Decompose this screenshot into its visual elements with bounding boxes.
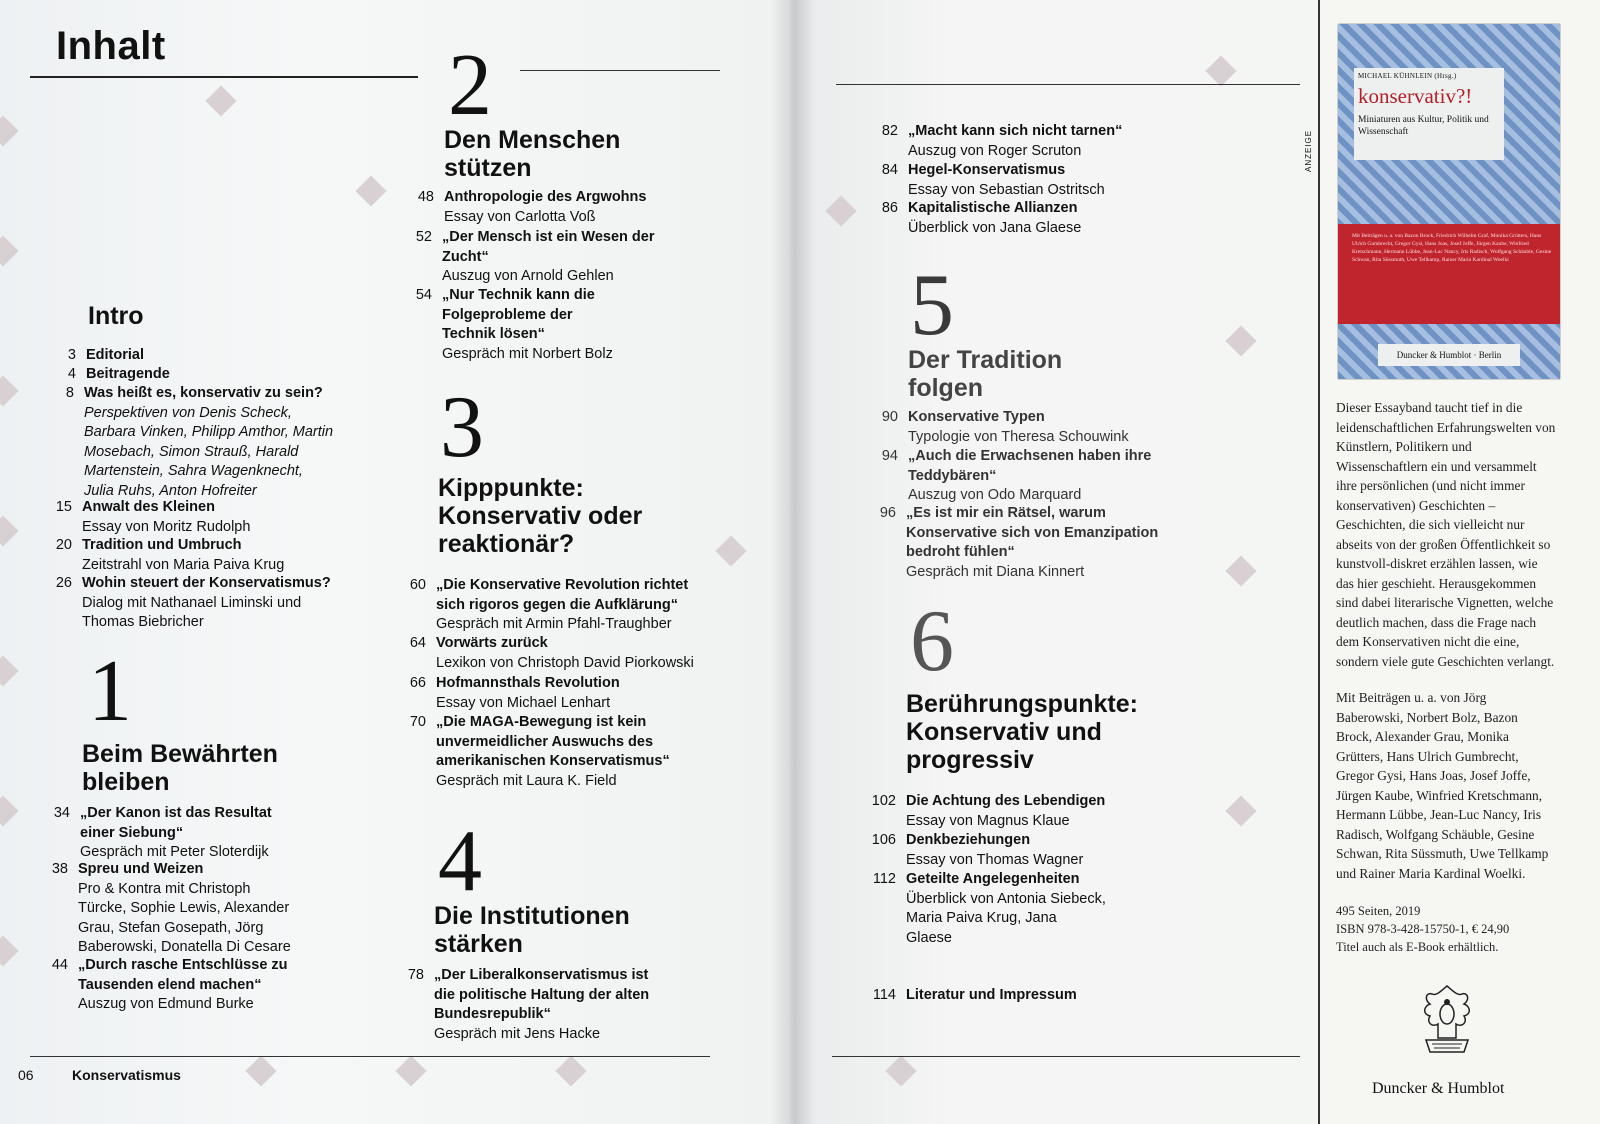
page-number: 64 bbox=[409, 635, 426, 651]
toc-entry[interactable] bbox=[881, 122, 1168, 161]
toc-entry[interactable] bbox=[55, 574, 331, 633]
entry-author: Gespräch mit Laura K. Field bbox=[436, 772, 617, 789]
entry-title: Denkbeziehungen bbox=[906, 832, 1031, 848]
entry-title: Tradition und Umbruch bbox=[82, 537, 242, 553]
toc-entry[interactable] bbox=[871, 792, 1166, 831]
toc-entry[interactable] bbox=[407, 966, 664, 1044]
entry-author: Essay von Thomas Wagner bbox=[906, 851, 1084, 868]
section-title: Der Tradition folgen bbox=[908, 346, 1063, 402]
page-number: 38 bbox=[51, 861, 68, 877]
page-number: 60 bbox=[409, 577, 426, 593]
entry-author: Gespräch mit Norbert Bolz bbox=[442, 345, 613, 362]
diamond-ornament bbox=[825, 195, 856, 226]
running-head: Konservatismus bbox=[72, 1067, 181, 1083]
cover-publisher: Duncker & Humblot · Berlin bbox=[1396, 350, 1502, 360]
toc-entry[interactable] bbox=[67, 365, 346, 385]
section-number: 5 bbox=[910, 257, 954, 354]
ad-details-pages: 495 Seiten, 2019 bbox=[1336, 904, 1421, 918]
entry-title: Editorial bbox=[86, 347, 145, 363]
ad-label: ANZEIGE bbox=[1304, 129, 1313, 172]
entry-title: „Der Mensch ist ein Wesen der Zucht“ bbox=[442, 229, 655, 265]
entry-author: Auszug von Roger Scruton bbox=[908, 142, 1082, 159]
diamond-ornament bbox=[205, 85, 236, 116]
entry-author: Überblick von Jana Glaese bbox=[908, 219, 1082, 236]
toc-entry[interactable] bbox=[872, 986, 1166, 1006]
entry-author: Essay von Michael Lenhart bbox=[436, 694, 611, 711]
toc-entry[interactable] bbox=[417, 188, 674, 227]
footer-rule bbox=[832, 1056, 1300, 1057]
diamond-ornament bbox=[0, 795, 19, 826]
page-number: 82 bbox=[881, 123, 898, 139]
toc-entry[interactable] bbox=[881, 447, 1158, 506]
toc-entry[interactable] bbox=[409, 576, 696, 635]
page-number: 78 bbox=[407, 967, 424, 983]
page-number: 90 bbox=[881, 409, 898, 425]
ad-details-ebook: Titel auch als E-Book erhältlich. bbox=[1336, 940, 1499, 954]
entry-author: Essay von Magnus Klaue bbox=[906, 812, 1070, 829]
diamond-ornament bbox=[1205, 55, 1236, 86]
entry-title: Konservative Typen bbox=[908, 409, 1045, 425]
entry-author: Typologie von Theresa Schouwink bbox=[908, 428, 1129, 445]
toc-entry[interactable] bbox=[872, 870, 1106, 948]
entry-author: Auszug von Odo Marquard bbox=[908, 487, 1082, 503]
page-number: 3 bbox=[67, 347, 76, 363]
page-number: 70 bbox=[409, 714, 426, 730]
entry-author: Gespräch mit Jens Hacke bbox=[434, 1025, 601, 1042]
diamond-ornament bbox=[395, 1055, 426, 1086]
entry-title: Hegel-Konservatismus bbox=[908, 162, 1066, 178]
diamond-ornament bbox=[245, 1055, 276, 1086]
diamond-ornament bbox=[0, 515, 19, 546]
entry-title: Spreu und Weizen bbox=[78, 861, 204, 877]
toc-entry[interactable] bbox=[67, 346, 346, 366]
section-title: Den Menschen stützen bbox=[444, 126, 621, 182]
entry-title: Kapitalistische Allianzen bbox=[908, 200, 1078, 216]
page-number: 44 bbox=[51, 957, 68, 973]
diamond-ornament bbox=[0, 655, 19, 686]
entry-title: „Es ist mir ein Rätsel, warum Konservative sich von Emanzipation bedroht fühlen“ bbox=[906, 505, 1159, 560]
diamond-ornament bbox=[1225, 795, 1256, 826]
entry-title: „Der Kanon ist das Resultat einer Siebung“ bbox=[80, 805, 272, 841]
toc-entry[interactable] bbox=[51, 956, 288, 1015]
toc-entry[interactable] bbox=[879, 504, 1166, 582]
diamond-ornament bbox=[1225, 325, 1256, 356]
diamond-ornament bbox=[0, 935, 19, 966]
section-title: Kipppunkte: Konservativ oder reaktionär? bbox=[438, 474, 643, 558]
diamond-ornament bbox=[355, 175, 386, 206]
page-number: 66 bbox=[409, 675, 426, 691]
toc-entry[interactable] bbox=[409, 634, 706, 673]
entry-title: Hofmannsthals Revolution bbox=[436, 675, 620, 691]
section-title: Beim Bewährten bleiben bbox=[82, 740, 278, 796]
section-title: Berührungspunkte: Konservativ und progressiv bbox=[906, 690, 1138, 774]
top-rule bbox=[836, 84, 1300, 85]
entry-title: „Durch rasche Entschlüsse zu Tausenden elend machen“ bbox=[78, 957, 288, 993]
toc-entry[interactable] bbox=[881, 408, 1168, 447]
footer-rule bbox=[30, 1056, 710, 1057]
section-number: 1 bbox=[88, 643, 132, 740]
ad-details-isbn: ISBN 978-3-428-15750-1, € 24,90 bbox=[1336, 922, 1510, 936]
entry-title: Geteilte Angelegenheiten bbox=[906, 871, 1080, 887]
entry-title: „Der Liberalkonservatismus ist die politische Haltung der alten Bundesrepublik“ bbox=[434, 967, 650, 1022]
section-number: 3 bbox=[440, 379, 484, 476]
entry-author: Lexikon von Christoph David Piorkowski bbox=[436, 654, 694, 671]
cover-title: konservativ?! bbox=[1358, 84, 1473, 108]
publisher-logo-icon bbox=[1412, 980, 1482, 1060]
toc-entry[interactable] bbox=[409, 713, 676, 791]
toc-entry[interactable] bbox=[881, 199, 1168, 238]
diamond-ornament bbox=[715, 535, 746, 566]
entry-author: Überblick von Antonia Siebeck, Maria Paiva Krug, Jana Glaese bbox=[906, 890, 1106, 946]
page-number: 114 bbox=[872, 987, 896, 1003]
entry-title: Literatur und Impressum bbox=[906, 987, 1077, 1003]
page-number: 48 bbox=[417, 189, 434, 205]
page-folio: 06 bbox=[18, 1067, 34, 1083]
diamond-ornament bbox=[555, 1055, 586, 1086]
entry-author: Auszug von Edmund Burke bbox=[78, 996, 254, 1012]
entry-title: Die Achtung des Lebendigen bbox=[906, 793, 1106, 809]
page-number: 26 bbox=[55, 575, 72, 591]
diamond-ornament bbox=[885, 1055, 916, 1086]
diamond-ornament bbox=[0, 375, 19, 406]
title-rule bbox=[30, 76, 418, 78]
entry-author: Zeitstrahl von Maria Paiva Krug bbox=[82, 556, 285, 573]
diamond-ornament bbox=[1225, 555, 1256, 586]
section-number: 2 bbox=[448, 37, 492, 134]
toc-entry[interactable] bbox=[51, 860, 298, 958]
toc-entry[interactable] bbox=[55, 536, 342, 575]
section-number: 4 bbox=[438, 813, 482, 910]
entry-author: Pro & Kontra mit Christoph Türcke, Sophie Lewis, Alexander Grau, Stefan Gosepath, Jörg Baberowski, Donatella Di Cesare bbox=[78, 880, 291, 955]
page-number: 34 bbox=[53, 805, 70, 821]
page-number: 106 bbox=[871, 832, 896, 848]
entry-author: Gespräch mit Peter Sloterdijk bbox=[80, 844, 269, 860]
section-title-intro: Intro bbox=[88, 302, 144, 330]
page-number: 52 bbox=[415, 229, 432, 245]
entry-author: Essay von Carlotta Voß bbox=[444, 208, 596, 225]
entry-author: Gespräch mit Diana Kinnert bbox=[906, 563, 1085, 580]
cover-subtitle: Miniaturen aus Kultur, Politik und Wissenschaft bbox=[1358, 115, 1489, 137]
page-title: Inhalt bbox=[56, 24, 166, 68]
entry-author: Gespräch mit Armin Pfahl-Traughber bbox=[436, 616, 672, 632]
page-number: 15 bbox=[55, 499, 72, 515]
entry-title: Anwalt des Kleinen bbox=[82, 499, 215, 515]
page-number: 54 bbox=[415, 287, 432, 303]
page-number: 8 bbox=[65, 385, 74, 401]
section-number: 6 bbox=[910, 593, 954, 690]
book-gutter bbox=[770, 0, 815, 1124]
section-title: Die Institutionen stärken bbox=[434, 902, 630, 958]
entry-title: Wohin steuert der Konservatismus? bbox=[82, 575, 331, 591]
cover-contributors-band bbox=[1338, 224, 1560, 324]
diamond-ornament bbox=[0, 235, 19, 266]
entry-author: Essay von Moritz Rudolph bbox=[82, 518, 251, 535]
page-number: 112 bbox=[872, 871, 896, 887]
page-number: 94 bbox=[881, 448, 898, 464]
entry-title: „Auch die Erwachsenen haben ihre Teddybären“ bbox=[908, 448, 1152, 484]
toc-entry[interactable] bbox=[415, 286, 613, 364]
entry-title: „Nur Technik kann die Folgeprobleme der Technik lösen“ bbox=[442, 287, 595, 342]
book-cover[interactable] bbox=[1338, 24, 1560, 379]
title-rule bbox=[520, 70, 720, 71]
entry-title: Was heißt es, konservativ zu sein? bbox=[84, 385, 323, 401]
page-number: 84 bbox=[881, 162, 898, 178]
entry-author: Dialog mit Nathanael Liminski und Thomas Biebricher bbox=[82, 594, 302, 630]
toc-entry[interactable] bbox=[65, 384, 334, 501]
ad-contributors: Mit Beiträgen u. a. von Jörg Baberowski, Norbert Bolz, Bazon Brock, Alexander Grau, Monika Grütters, Hans Ulrich Gumbrecht, Gregor Gysi, Hans Joas, Josef Joffe, Jürgen Kaube, Winfried Kretschmann, Hermann Lübbe, Jean-Luc Nancy, Iris Radisch, Wolfgang Schäuble, Gesine Schwan, Rita Süssmuth, Uwe Tellkamp und Rainer Maria Kardinal Woelki. bbox=[1336, 690, 1549, 881]
cover-editor: MICHAEL KÜHNLEIN (Hrsg.) bbox=[1358, 72, 1457, 80]
toc-entry[interactable] bbox=[881, 161, 1168, 200]
entry-title: „Macht kann sich nicht tarnen“ bbox=[908, 123, 1123, 139]
page-number: 20 bbox=[55, 537, 72, 553]
ad-description: Dieser Essayband taucht tief in die leidenschaftlichen Erfahrungswelten von Künstlern, Politikern und Wissenschaftlern ein und versammelt ihre persönlichen (und nicht immer konservativen) Geschichten – Geschichten, die sich vielleicht nur abseits von der großen Öffentlichkeit so kunstvoll-diskret erzählen lassen, wie das hier geschieht. Herausgekommen sind dabei literarische Vignetten, welche deutlich machen, dass die Frage nach dem Konservativen nicht die eine, sondern viele gute Geschichten verlangt. bbox=[1336, 400, 1556, 669]
entry-title: „Die MAGA-Bewegung ist kein unvermeidlicher Auswuchs des amerikanischen Konservatismus“ bbox=[436, 714, 670, 769]
diamond-ornament bbox=[0, 115, 19, 146]
publisher-name: Duncker & Humblot bbox=[1372, 1080, 1505, 1097]
toc-entry[interactable] bbox=[55, 498, 342, 537]
cover-contributors: Mit Beiträgen u. a. von Bazon Brock, Friedrich Wilhelm Graf, Monika Grütters, Hans Ulrich Gumbrecht, Gregor Gysi, Hans Joas, Josef Joffe, Jürgen Kaube, Winfried Kretschmann, Hermann Lübbe, Jean-Luc Nancy, Iris Radisch, Wolfgang Schäuble, Gesine Schwan, Rita Süssmuth, Uwe Tellkamp, Rainer Maria Kardinal Woelki bbox=[1352, 233, 1552, 263]
entry-title: Beitragende bbox=[86, 366, 170, 382]
toc-entry[interactable] bbox=[415, 228, 662, 287]
page-number: 96 bbox=[879, 505, 896, 521]
entry-title: Vorwärts zurück bbox=[436, 635, 548, 651]
entry-author: Perspektiven von Denis Scheck, Barbara Vinken, Philipp Amthor, Martin Mosebach, Simon Strauß, Harald Martenstein, Sahra Wagenknecht, Julia Ruhs, Anton Hofreiter bbox=[84, 404, 334, 499]
toc-entry[interactable] bbox=[871, 831, 1166, 870]
toc-entry[interactable] bbox=[409, 674, 696, 713]
page-number: 102 bbox=[871, 793, 896, 809]
entry-author: Auszug von Arnold Gehlen bbox=[442, 268, 614, 284]
entry-title: „Die Konservative Revolution richtet sich rigoros gegen die Aufklärung“ bbox=[436, 577, 689, 613]
page-number: 86 bbox=[881, 200, 898, 216]
entry-title: Anthropologie des Argwohns bbox=[444, 189, 647, 205]
toc-entry[interactable] bbox=[53, 804, 310, 863]
page-number: 4 bbox=[67, 366, 76, 382]
entry-author: Essay von Sebastian Ostritsch bbox=[908, 181, 1105, 198]
